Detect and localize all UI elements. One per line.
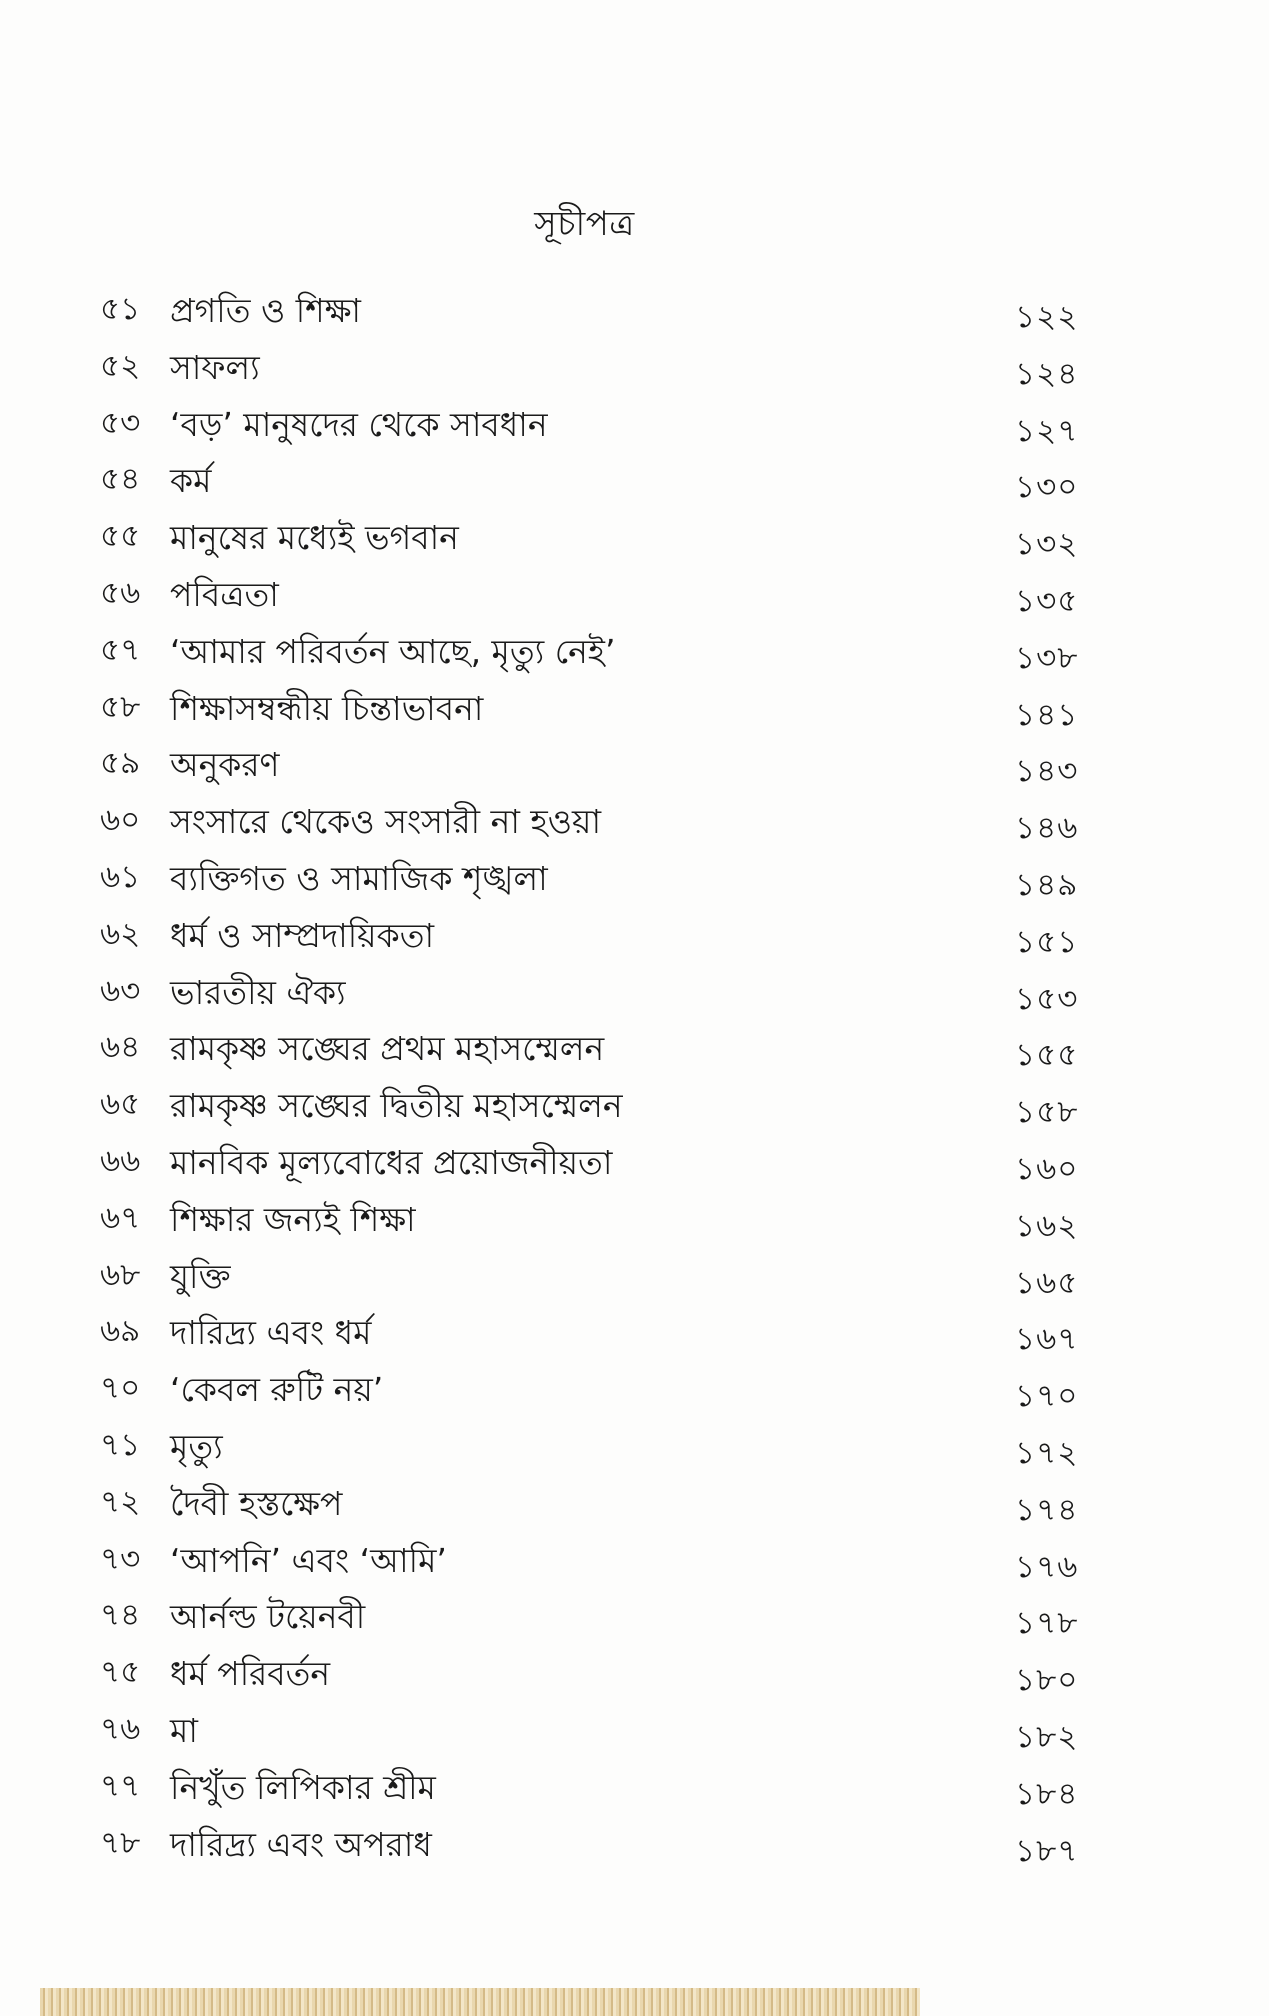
entry-number: ৫৭ (100, 631, 141, 668)
toc-entry (0, 1080, 1269, 1137)
toc-entry (0, 569, 1269, 626)
entry-number: ৫৬ (100, 574, 141, 611)
toc-entry (0, 1023, 1269, 1080)
entry-page-number: ১৭৬ (1015, 1548, 1079, 1585)
toc-entry (0, 1251, 1269, 1308)
entry-number: ৬৯ (100, 1313, 141, 1350)
entry-title: রামকৃষ্ণ সঙ্ঘের প্রথম মহাসম্মেলন (170, 1029, 605, 1069)
entry-page-number: ১৭২ (1015, 1434, 1079, 1471)
toc-entry (0, 1535, 1269, 1592)
entry-page-number: ১৭০ (1015, 1378, 1079, 1415)
entry-page-number: ১৪৩ (1015, 753, 1079, 790)
toc-entry (0, 626, 1269, 683)
entry-number: ৫৩ (100, 404, 141, 441)
entry-title: ‘আপনি’ এবং ‘আমি’ (170, 1540, 447, 1580)
toc-entry (0, 739, 1269, 796)
entry-title: প্রগতি ও শিক্ষা (170, 291, 362, 330)
entry-title: সাফল্য (170, 347, 260, 387)
entry-number: ৬৫ (100, 1086, 141, 1123)
entry-title: রামকৃষ্ণ সঙ্ঘের দ্বিতীয় মহাসম্মেলন (170, 1086, 623, 1126)
entry-title: ধর্ম ও সাম্প্রদায়িকতা (170, 915, 435, 955)
entry-number: ৭১ (100, 1426, 141, 1463)
toc-entry (0, 342, 1269, 399)
entry-title: মৃত্যু (170, 1426, 223, 1466)
entry-number: ৬৭ (100, 1199, 141, 1236)
toc-entry (0, 1648, 1269, 1705)
page-edge-strip (40, 1988, 920, 2016)
entry-title: কর্ম (170, 461, 212, 501)
entry-number: ৬৪ (100, 1029, 141, 1066)
entry-title: দারিদ্র্য এবং ধর্ম (170, 1313, 372, 1353)
entry-title: শিক্ষার জন্যই শিক্ষা (170, 1199, 416, 1239)
entry-number: ৭৫ (100, 1654, 141, 1691)
toc-entry (0, 683, 1269, 740)
entry-title: মা (170, 1710, 198, 1750)
entry-number: ৭৩ (100, 1540, 141, 1577)
toc-entry (0, 1705, 1269, 1762)
entry-number: ৭৬ (100, 1710, 141, 1747)
entry-title: মানবিক মূল্যবোধের প্রয়োজনীয়তা (170, 1142, 613, 1182)
toc-entry (0, 1421, 1269, 1478)
entry-title: পবিত্রতা (170, 574, 279, 614)
entry-title: যুক্তি (170, 1256, 231, 1296)
toc-entry (0, 967, 1269, 1024)
entry-number: ৬২ (100, 915, 141, 952)
entry-page-number: ১৮৭ (1015, 1832, 1079, 1869)
entry-page-number: ১৮৪ (1015, 1775, 1079, 1812)
entry-number: ৭৪ (100, 1597, 141, 1634)
entry-title: ব্যক্তিগত ও সামাজিক শৃঙ্খলা (170, 858, 548, 898)
entry-page-number: ১৩০ (1015, 469, 1079, 506)
entry-title: নিখুঁত লিপিকার শ্রীম (170, 1767, 436, 1807)
toc-entry (0, 1137, 1269, 1194)
entry-page-number: ১২৭ (1015, 412, 1079, 449)
page-title: সূচীপত্র (534, 204, 635, 244)
entry-title: ‘বড়’ মানুষদের থেকে সাবধান (170, 404, 548, 444)
toc-entry (0, 285, 1269, 342)
entry-page-number: ১৫৩ (1015, 980, 1079, 1017)
entry-page-number: ১৫৫ (1015, 1037, 1079, 1074)
entry-page-number: ১৪৬ (1015, 810, 1079, 847)
entry-title: দারিদ্র্য এবং অপরাধ (170, 1824, 432, 1864)
entry-page-number: ১৬৫ (1015, 1264, 1079, 1301)
entry-page-number: ১৪৯ (1015, 866, 1079, 903)
entry-number: ৭০ (100, 1370, 141, 1407)
entry-number: ৫৮ (100, 688, 141, 725)
toc-entry (0, 910, 1269, 967)
entry-title: শিক্ষাসম্বন্ধীয় চিন্তাভাবনা (170, 688, 484, 728)
toc-entry (0, 1364, 1269, 1421)
entry-page-number: ১৭৪ (1015, 1491, 1079, 1528)
toc-entry (0, 1307, 1269, 1364)
entry-page-number: ১৩২ (1015, 526, 1079, 563)
entry-page-number: ১৬৭ (1015, 1321, 1079, 1358)
entry-number: ৫৯ (100, 745, 141, 782)
entry-number: ৬৩ (100, 972, 141, 1009)
entry-title: ভারতীয় ঐক্য (170, 972, 346, 1012)
entry-page-number: ১৭৮ (1015, 1605, 1079, 1642)
entry-number: ৫২ (100, 347, 141, 384)
entry-title: দৈবী হস্তক্ষেপ (170, 1483, 343, 1523)
entry-page-number: ১৮০ (1015, 1662, 1079, 1699)
entry-number: ৫৫ (100, 518, 141, 555)
table-of-contents (0, 285, 1269, 1875)
entry-title: ধর্ম পরিবর্তন (170, 1654, 331, 1694)
entry-page-number: ১২৪ (1015, 355, 1079, 392)
entry-number: ৫৪ (100, 461, 141, 498)
entry-number: ৬১ (100, 858, 141, 895)
entry-number: ৭২ (100, 1483, 141, 1520)
entry-page-number: ১৪১ (1015, 696, 1079, 733)
entry-page-number: ১৬২ (1015, 1207, 1079, 1244)
entry-number: ৫১ (100, 291, 141, 327)
toc-entry (0, 1194, 1269, 1251)
toc-entry (0, 1591, 1269, 1648)
entry-page-number: ১৫৮ (1015, 1094, 1079, 1131)
toc-entry (0, 796, 1269, 853)
entry-title: ‘কেবল রুটি নয়’ (170, 1370, 384, 1410)
toc-entry (0, 1819, 1269, 1876)
entry-title: আর্নল্ড টয়েনবী (170, 1597, 366, 1637)
toc-entry (0, 853, 1269, 910)
entry-page-number: ১৮২ (1015, 1718, 1079, 1755)
toc-entry (0, 455, 1269, 512)
entry-title: ‘আমার পরিবর্তন আছে, মৃত্যু নেই’ (170, 631, 616, 671)
entry-page-number: ১৩৮ (1015, 639, 1079, 676)
toc-entry (0, 399, 1269, 456)
toc-entry (0, 512, 1269, 569)
entry-number: ৭৮ (100, 1824, 141, 1861)
toc-entry (0, 1762, 1269, 1819)
entry-title: মানুষের মধ্যেই ভগবান (170, 518, 459, 558)
entry-page-number: ১৬০ (1015, 1150, 1079, 1187)
entry-page-number: ১২২ (1015, 299, 1079, 335)
entry-number: ৬৬ (100, 1142, 141, 1179)
entry-number: ৭৭ (100, 1767, 141, 1804)
entry-title: অনুকরণ (170, 745, 280, 785)
entry-number: ৬৮ (100, 1256, 141, 1293)
entry-number: ৬০ (100, 802, 141, 839)
entry-title: সংসারে থেকেও সংসারী না হওয়া (170, 802, 602, 842)
toc-entry (0, 1478, 1269, 1535)
entry-page-number: ১৫১ (1015, 923, 1079, 960)
entry-page-number: ১৩৫ (1015, 582, 1079, 619)
